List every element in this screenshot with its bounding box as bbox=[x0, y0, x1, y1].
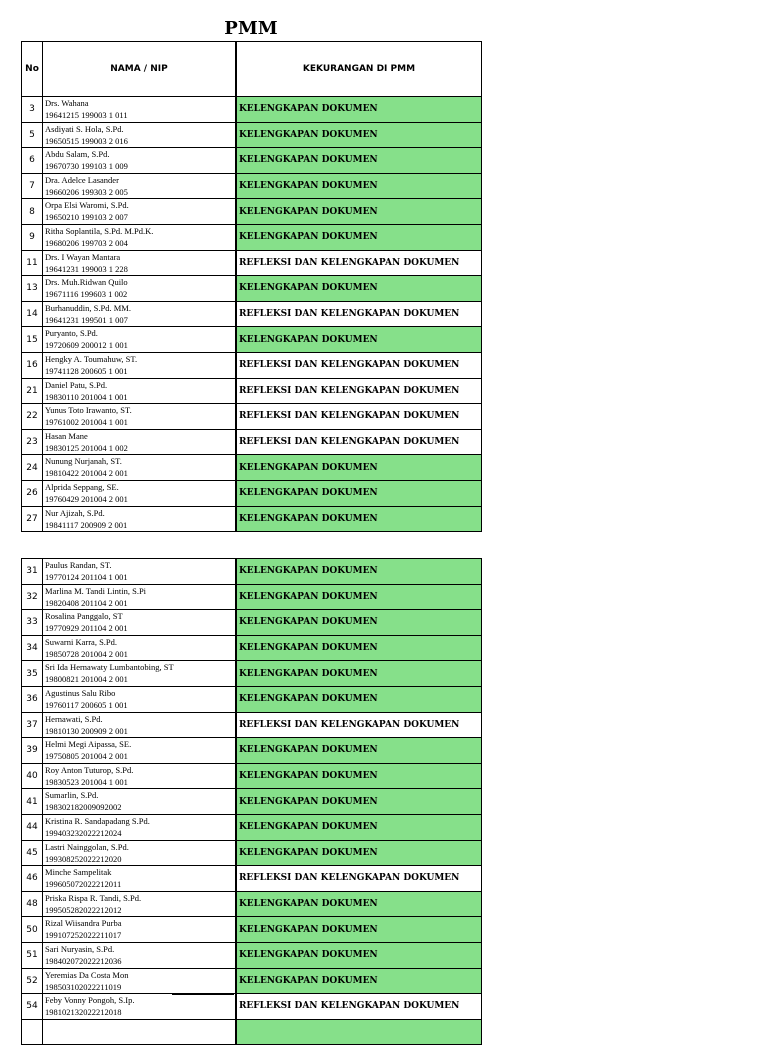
employee-name: Yeremias Da Costa Mon bbox=[45, 969, 129, 980]
employee-nip: 19841117 200909 2 001 bbox=[45, 519, 128, 530]
row-name-nip bbox=[43, 378, 236, 404]
row-number: 23 bbox=[22, 429, 43, 455]
employee-nip: 19770124 201104 1 001 bbox=[45, 572, 128, 582]
row-number: 51 bbox=[22, 942, 43, 968]
row-name-nip bbox=[43, 917, 236, 943]
row-status: REFLEKSI DAN KELENGKAPAN DOKUMEN bbox=[236, 712, 482, 738]
table-row bbox=[22, 148, 482, 174]
employee-name: Kristina R. Sandapadang S.Pd. bbox=[45, 815, 150, 826]
employee-nip: 198102132022212018 bbox=[45, 1007, 122, 1018]
row-number: 45 bbox=[22, 840, 43, 866]
employee-name: Drs. I Wayan Mantara bbox=[45, 251, 121, 262]
employee-nip: 199308252022212020 bbox=[45, 853, 122, 864]
row-status: KELENGKAPAN DOKUMEN bbox=[236, 661, 482, 687]
row-name-nip bbox=[43, 712, 236, 738]
employee-nip: 19741128 200605 1 001 bbox=[45, 365, 128, 376]
row-name-nip bbox=[43, 97, 236, 123]
employee-nip: 19750805 201004 2 001 bbox=[45, 751, 128, 762]
row-name-nip bbox=[43, 866, 236, 892]
employee-name: Orpa Elsi Waromi, S.Pd. bbox=[45, 200, 129, 211]
pmm-table-2 bbox=[21, 558, 482, 1045]
row-status: KELENGKAPAN DOKUMEN bbox=[236, 840, 482, 866]
row-status: REFLEKSI DAN KELENGKAPAN DOKUMEN bbox=[236, 378, 482, 404]
annotation-line bbox=[172, 994, 234, 995]
row-name-nip bbox=[43, 635, 236, 661]
page-title: PMM bbox=[224, 18, 278, 39]
row-status: KELENGKAPAN DOKUMEN bbox=[236, 763, 482, 789]
table-row bbox=[22, 327, 482, 353]
row-name-nip bbox=[43, 276, 236, 302]
employee-nip: 199605072022212011 bbox=[45, 879, 122, 890]
table-row bbox=[22, 173, 482, 199]
employee-nip: 198302182009092002 bbox=[45, 802, 122, 813]
row-status: KELENGKAPAN DOKUMEN bbox=[236, 122, 482, 148]
table-row bbox=[22, 661, 482, 687]
row-number: 9 bbox=[22, 224, 43, 250]
row-number: 6 bbox=[22, 148, 43, 174]
employee-name: Alprida Seppang, SE. bbox=[45, 481, 119, 492]
row-name-nip bbox=[43, 891, 236, 917]
row-number bbox=[22, 1019, 43, 1045]
employee-name: Dra. Adelce Lasander bbox=[45, 174, 119, 185]
table-row bbox=[22, 301, 482, 327]
row-name-nip bbox=[43, 1019, 236, 1045]
employee-name: Agustinus Salu Ribo bbox=[45, 687, 116, 698]
row-status: KELENGKAPAN DOKUMEN bbox=[236, 789, 482, 815]
row-number: 33 bbox=[22, 610, 43, 636]
row-name-nip bbox=[43, 942, 236, 968]
table-row bbox=[22, 738, 482, 764]
employee-nip: 19641231 199501 1 007 bbox=[45, 314, 128, 325]
row-number: 5 bbox=[22, 122, 43, 148]
employee-nip: 19680206 199703 2 004 bbox=[45, 237, 128, 248]
row-number: 16 bbox=[22, 352, 43, 378]
employee-nip: 19820408 201104 2 001 bbox=[45, 597, 128, 608]
employee-nip: 19850728 201004 2 001 bbox=[45, 648, 128, 659]
row-number: 44 bbox=[22, 814, 43, 840]
row-name-nip bbox=[43, 148, 236, 174]
row-number: 13 bbox=[22, 276, 43, 302]
table-row bbox=[22, 276, 482, 302]
employee-name: Sri Ida Hernawaty Lumbantobing, ST bbox=[45, 662, 174, 673]
table-row bbox=[22, 480, 482, 506]
employee-name: Sari Nuryasin, S.Pd. bbox=[45, 943, 115, 954]
employee-name: Yunus Toto Irawanto, ST. bbox=[45, 405, 132, 416]
row-status: KELENGKAPAN DOKUMEN bbox=[236, 455, 482, 481]
employee-nip: 199505282022212012 bbox=[45, 904, 122, 915]
row-number: 37 bbox=[22, 712, 43, 738]
row-number: 24 bbox=[22, 455, 43, 481]
row-number: 40 bbox=[22, 763, 43, 789]
row-number: 15 bbox=[22, 327, 43, 353]
row-number: 36 bbox=[22, 686, 43, 712]
employee-name: Drs. Wahana bbox=[45, 98, 89, 108]
table-row bbox=[22, 97, 482, 123]
row-name-nip bbox=[43, 686, 236, 712]
row-name-nip bbox=[43, 173, 236, 199]
employee-nip: 198503102022211019 bbox=[45, 981, 122, 992]
employee-name: Marlina M. Tandi Lintin, S.Pi bbox=[45, 585, 147, 596]
row-name-nip bbox=[43, 559, 236, 585]
row-name-nip bbox=[43, 506, 236, 532]
header-kekurangan: KEKURANGAN DI PMM bbox=[236, 42, 482, 97]
employee-nip: 19650515 199003 2 016 bbox=[45, 135, 128, 146]
table-row bbox=[22, 250, 482, 276]
row-status: KELENGKAPAN DOKUMEN bbox=[236, 559, 482, 585]
row-name-nip bbox=[43, 455, 236, 481]
employee-name: Rizal Wiisandra Purba bbox=[45, 918, 122, 929]
row-status: REFLEKSI DAN KELENGKAPAN DOKUMEN bbox=[236, 429, 482, 455]
employee-nip: 19761002 201004 1 001 bbox=[45, 417, 128, 428]
row-number: 52 bbox=[22, 968, 43, 994]
row-number: 7 bbox=[22, 173, 43, 199]
row-name-nip bbox=[43, 610, 236, 636]
employee-nip: 19770929 201104 2 001 bbox=[45, 623, 128, 634]
employee-name: Drs. Muh.Ridwan Quilo bbox=[45, 277, 128, 288]
row-status: REFLEKSI DAN KELENGKAPAN DOKUMEN bbox=[236, 250, 482, 276]
row-number: 8 bbox=[22, 199, 43, 225]
row-status: KELENGKAPAN DOKUMEN bbox=[236, 610, 482, 636]
row-number: 41 bbox=[22, 789, 43, 815]
employee-name: Burhanuddin, S.Pd. MM. bbox=[45, 302, 131, 313]
table-row bbox=[22, 378, 482, 404]
employee-nip: 19641231 199003 1 228 bbox=[45, 263, 128, 274]
row-status: KELENGKAPAN DOKUMEN bbox=[236, 276, 482, 302]
header-name-nip: NAMA / NIP bbox=[43, 42, 236, 97]
row-status: KELENGKAPAN DOKUMEN bbox=[236, 686, 482, 712]
employee-name: Paulus Randan, ST. bbox=[45, 560, 112, 570]
row-name-nip bbox=[43, 327, 236, 353]
row-name-nip bbox=[43, 814, 236, 840]
row-number: 35 bbox=[22, 661, 43, 687]
employee-name: Priska Rispa R. Tandi, S.Pd. bbox=[45, 892, 142, 903]
table-row bbox=[22, 199, 482, 225]
employee-name: Lastri Nainggolan, S.Pd. bbox=[45, 841, 129, 852]
employee-name: Daniel Patu, S.Pd. bbox=[45, 379, 108, 390]
row-name-nip bbox=[43, 661, 236, 687]
row-name-nip bbox=[43, 584, 236, 610]
row-name-nip bbox=[43, 429, 236, 455]
row-number: 34 bbox=[22, 635, 43, 661]
row-name-nip bbox=[43, 404, 236, 430]
table-row bbox=[22, 891, 482, 917]
employee-nip: 19641215 199003 1 011 bbox=[45, 110, 128, 120]
employee-nip: 19760429 201004 2 001 bbox=[45, 493, 128, 504]
row-number: 26 bbox=[22, 480, 43, 506]
table-row bbox=[22, 610, 482, 636]
employee-nip: 19660206 199303 2 005 bbox=[45, 186, 128, 197]
row-status: KELENGKAPAN DOKUMEN bbox=[236, 506, 482, 532]
row-number: 3 bbox=[22, 97, 43, 123]
row-status: KELENGKAPAN DOKUMEN bbox=[236, 199, 482, 225]
employee-name: Nur Ajizah, S.Pd. bbox=[45, 507, 105, 518]
table-row bbox=[22, 352, 482, 378]
row-name-nip bbox=[43, 224, 236, 250]
table-row bbox=[22, 814, 482, 840]
table-row bbox=[22, 506, 482, 532]
table-row bbox=[22, 455, 482, 481]
row-name-nip bbox=[43, 122, 236, 148]
row-status: KELENGKAPAN DOKUMEN bbox=[236, 738, 482, 764]
row-name-nip bbox=[43, 250, 236, 276]
employee-name: Nunung Nurjanah, ST. bbox=[45, 456, 122, 467]
row-name-nip bbox=[43, 789, 236, 815]
row-number: 21 bbox=[22, 378, 43, 404]
row-number: 14 bbox=[22, 301, 43, 327]
employee-name: Suwarni Karra, S.Pd. bbox=[45, 636, 118, 647]
table-row bbox=[22, 968, 482, 994]
employee-nip: 19670730 199103 1 009 bbox=[45, 161, 128, 172]
employee-name: Hasan Mane bbox=[45, 430, 88, 441]
employee-name: Helmi Megi Aipassa, SE. bbox=[45, 739, 132, 750]
table-row bbox=[22, 429, 482, 455]
table-row bbox=[22, 712, 482, 738]
row-name-nip bbox=[43, 301, 236, 327]
row-status: KELENGKAPAN DOKUMEN bbox=[236, 968, 482, 994]
employee-nip: 19830523 201004 1 001 bbox=[45, 776, 128, 787]
row-status: KELENGKAPAN DOKUMEN bbox=[236, 814, 482, 840]
employee-nip: 198402072022212036 bbox=[45, 955, 122, 966]
employee-nip: 19650210 199103 2 007 bbox=[45, 212, 128, 223]
row-name-nip bbox=[43, 840, 236, 866]
row-status: KELENGKAPAN DOKUMEN bbox=[236, 327, 482, 353]
row-number: 54 bbox=[22, 994, 43, 1020]
row-status: KELENGKAPAN DOKUMEN bbox=[236, 635, 482, 661]
employee-name: Hernawati, S.Pd. bbox=[45, 713, 103, 724]
table-row bbox=[22, 866, 482, 892]
employee-name: Puryanto, S.Pd. bbox=[45, 328, 98, 339]
employee-name: Abdu Salam, S.Pd. bbox=[45, 149, 110, 160]
row-status: KELENGKAPAN DOKUMEN bbox=[236, 480, 482, 506]
table-row bbox=[22, 789, 482, 815]
table-row bbox=[22, 122, 482, 148]
row-status: REFLEKSI DAN KELENGKAPAN DOKUMEN bbox=[236, 352, 482, 378]
row-number: 48 bbox=[22, 891, 43, 917]
employee-name: Hengky A. Toumahuw, ST. bbox=[45, 353, 138, 364]
row-number: 32 bbox=[22, 584, 43, 610]
table-row bbox=[22, 1019, 482, 1045]
employee-name: Rosalina Panggalo, ST bbox=[45, 611, 123, 622]
employee-nip: 199403232022212024 bbox=[45, 827, 122, 838]
employee-nip: 19760117 200605 1 001 bbox=[45, 699, 128, 710]
row-number: 11 bbox=[22, 250, 43, 276]
row-status bbox=[236, 1019, 482, 1045]
table-row bbox=[22, 224, 482, 250]
employee-name: Asdiyati S. Hola, S.Pd. bbox=[45, 123, 124, 134]
row-status: KELENGKAPAN DOKUMEN bbox=[236, 148, 482, 174]
table-header-row bbox=[22, 42, 482, 97]
row-number: 27 bbox=[22, 506, 43, 532]
row-status: KELENGKAPAN DOKUMEN bbox=[236, 942, 482, 968]
row-number: 31 bbox=[22, 559, 43, 585]
row-status: REFLEKSI DAN KELENGKAPAN DOKUMEN bbox=[236, 301, 482, 327]
row-status: REFLEKSI DAN KELENGKAPAN DOKUMEN bbox=[236, 994, 482, 1020]
header-no: No bbox=[22, 42, 43, 97]
annotation-line bbox=[172, 1019, 234, 1020]
row-status: KELENGKAPAN DOKUMEN bbox=[236, 917, 482, 943]
row-name-nip bbox=[43, 763, 236, 789]
row-number: 46 bbox=[22, 866, 43, 892]
table-row bbox=[22, 635, 482, 661]
row-number: 39 bbox=[22, 738, 43, 764]
row-name-nip bbox=[43, 199, 236, 225]
table-row bbox=[22, 942, 482, 968]
row-name-nip bbox=[43, 738, 236, 764]
employee-nip: 199107252022211017 bbox=[45, 930, 122, 941]
table-row bbox=[22, 917, 482, 943]
employee-nip: 19830110 201004 1 001 bbox=[45, 391, 128, 402]
table-row bbox=[22, 763, 482, 789]
row-status: KELENGKAPAN DOKUMEN bbox=[236, 584, 482, 610]
table-row bbox=[22, 686, 482, 712]
row-number: 50 bbox=[22, 917, 43, 943]
employee-name: Roy Anton Tuturop, S.Pd. bbox=[45, 764, 134, 775]
row-name-nip bbox=[43, 994, 236, 1020]
pmm-table-1 bbox=[21, 41, 482, 532]
row-status: KELENGKAPAN DOKUMEN bbox=[236, 173, 482, 199]
employee-nip: 19671116 199603 1 002 bbox=[45, 289, 128, 300]
row-status: REFLEKSI DAN KELENGKAPAN DOKUMEN bbox=[236, 866, 482, 892]
row-number: 22 bbox=[22, 404, 43, 430]
employee-nip: 19830125 201004 1 002 bbox=[45, 442, 128, 453]
table-row bbox=[22, 840, 482, 866]
employee-nip: 19720609 200012 1 001 bbox=[45, 340, 128, 351]
employee-name: Minche Sampelitak bbox=[45, 867, 112, 878]
row-status: REFLEKSI DAN KELENGKAPAN DOKUMEN bbox=[236, 404, 482, 430]
row-name-nip bbox=[43, 352, 236, 378]
row-status: KELENGKAPAN DOKUMEN bbox=[236, 224, 482, 250]
row-status: KELENGKAPAN DOKUMEN bbox=[236, 97, 482, 123]
row-name-nip bbox=[43, 968, 236, 994]
table-row bbox=[22, 584, 482, 610]
table-row bbox=[22, 994, 482, 1020]
table-row bbox=[22, 404, 482, 430]
employee-nip: 19800821 201004 2 001 bbox=[45, 674, 128, 685]
employee-nip: 19810422 201004 2 001 bbox=[45, 468, 128, 479]
table-row bbox=[22, 559, 482, 585]
row-name-nip bbox=[43, 480, 236, 506]
employee-name: Sumarlin, S.Pd. bbox=[45, 790, 99, 801]
employee-name: Feby Vonny Pongoh, S.Ip. bbox=[45, 995, 135, 1006]
row-status: KELENGKAPAN DOKUMEN bbox=[236, 891, 482, 917]
employee-name: Ritha Soplantila, S.Pd. M.Pd.K. bbox=[45, 225, 154, 236]
employee-nip: 19810130 200909 2 001 bbox=[45, 725, 128, 736]
